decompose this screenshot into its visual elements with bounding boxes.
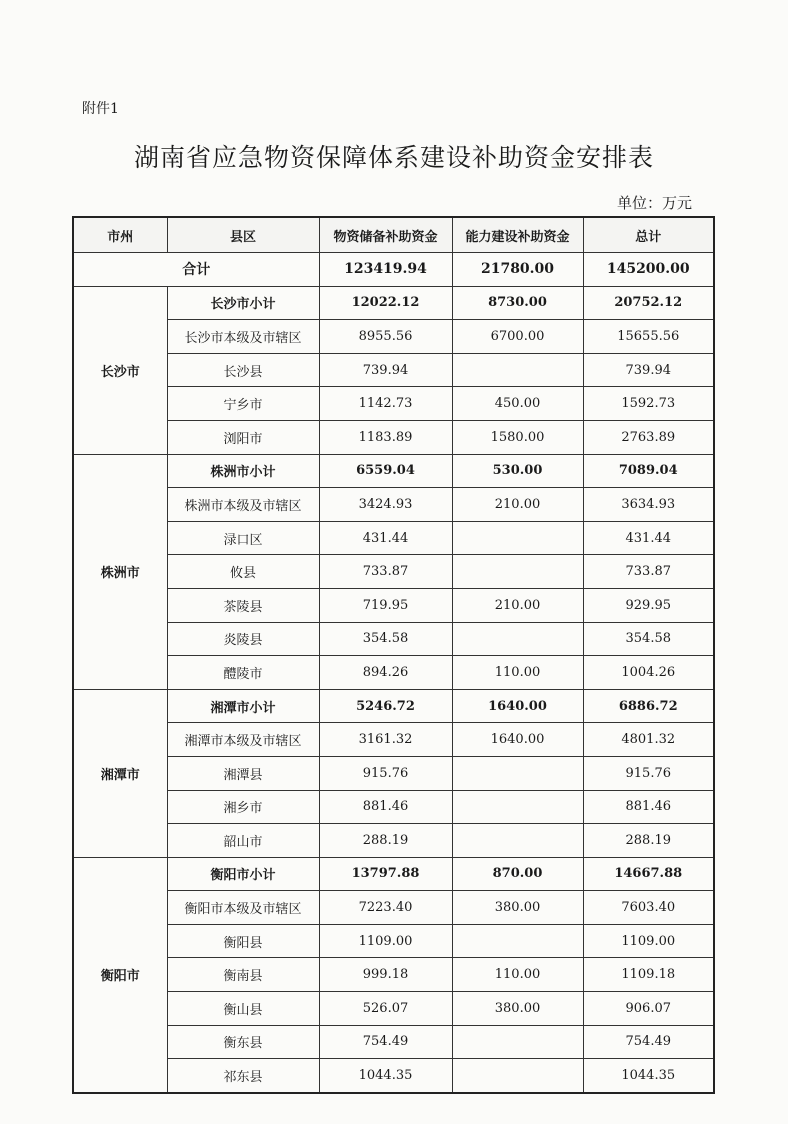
county-name: 湘乡市 (167, 790, 319, 824)
county-name: 祁东县 (167, 1059, 319, 1093)
grand-total-reserve: 123419.94 (319, 253, 452, 287)
sum-value: 1044.35 (583, 1059, 714, 1093)
reserve-value: 1109.00 (319, 924, 452, 958)
county-name: 长沙县 (167, 353, 319, 387)
grand-total-label: 合计 (73, 253, 319, 287)
reserve-value: 881.46 (319, 790, 452, 824)
header-total: 总计 (583, 217, 714, 253)
subtotal-sum: 6886.72 (583, 689, 714, 723)
capacity-value (452, 353, 583, 387)
sum-value: 288.19 (583, 824, 714, 858)
attachment-label: 附件1 (82, 101, 119, 117)
table-row (73, 723, 714, 757)
grand-total-sum: 145200.00 (583, 253, 714, 287)
county-name: 湘潭市本级及市辖区 (167, 723, 319, 757)
table-row (73, 958, 714, 992)
city-name: 长沙市 (73, 286, 167, 454)
capacity-value (452, 521, 583, 555)
table-row (73, 353, 714, 387)
capacity-value: 110.00 (452, 958, 583, 992)
sum-value: 1109.00 (583, 924, 714, 958)
sum-value: 915.76 (583, 756, 714, 790)
subtotal-label: 株洲市小计 (167, 454, 319, 488)
table-row (73, 488, 714, 522)
county-name: 渌口区 (167, 521, 319, 555)
subtotal-reserve: 6559.04 (319, 454, 452, 488)
allocation-table (72, 216, 715, 1094)
reserve-value: 1044.35 (319, 1059, 452, 1093)
subtotal-capacity: 870.00 (452, 857, 583, 891)
reserve-value: 1142.73 (319, 387, 452, 421)
county-name: 衡阳县 (167, 924, 319, 958)
county-name: 株洲市本级及市辖区 (167, 488, 319, 522)
city-subtotal-row (73, 857, 714, 891)
header-capacity: 能力建设补助资金 (452, 217, 583, 253)
table-row (73, 387, 714, 421)
table-row (73, 588, 714, 622)
subtotal-reserve: 12022.12 (319, 286, 452, 320)
sum-value: 7603.40 (583, 891, 714, 925)
reserve-value: 7223.40 (319, 891, 452, 925)
reserve-value: 288.19 (319, 824, 452, 858)
county-name: 宁乡市 (167, 387, 319, 421)
sum-value: 3634.93 (583, 488, 714, 522)
county-name: 攸县 (167, 555, 319, 589)
city-name: 株洲市 (73, 454, 167, 689)
subtotal-sum: 20752.12 (583, 286, 714, 320)
reserve-value: 1183.89 (319, 420, 452, 454)
header-reserve: 物资储备补助资金 (319, 217, 452, 253)
capacity-value (452, 1059, 583, 1093)
reserve-value: 354.58 (319, 622, 452, 656)
capacity-value: 1580.00 (452, 420, 583, 454)
subtotal-capacity: 1640.00 (452, 689, 583, 723)
county-name: 浏阳市 (167, 420, 319, 454)
reserve-value: 719.95 (319, 588, 452, 622)
header-county: 县区 (167, 217, 319, 253)
grand-total-capacity: 21780.00 (452, 253, 583, 287)
reserve-value: 3424.93 (319, 488, 452, 522)
subtotal-sum: 14667.88 (583, 857, 714, 891)
table-row (73, 891, 714, 925)
county-name: 醴陵市 (167, 656, 319, 690)
county-name: 衡山县 (167, 992, 319, 1026)
subtotal-reserve: 13797.88 (319, 857, 452, 891)
capacity-value (452, 1025, 583, 1059)
reserve-value: 3161.32 (319, 723, 452, 757)
subtotal-label: 长沙市小计 (167, 286, 319, 320)
sum-value: 1592.73 (583, 387, 714, 421)
city-name: 衡阳市 (73, 857, 167, 1093)
table-row (73, 555, 714, 589)
reserve-value: 754.49 (319, 1025, 452, 1059)
table-row (73, 1059, 714, 1093)
table-row (73, 756, 714, 790)
table-row (73, 824, 714, 858)
capacity-value: 380.00 (452, 992, 583, 1026)
table-row (73, 656, 714, 690)
table-row (73, 521, 714, 555)
capacity-value: 110.00 (452, 656, 583, 690)
table-row (73, 924, 714, 958)
reserve-value: 739.94 (319, 353, 452, 387)
capacity-value: 210.00 (452, 588, 583, 622)
subtotal-capacity: 8730.00 (452, 286, 583, 320)
table-row (73, 790, 714, 824)
capacity-value (452, 924, 583, 958)
capacity-value (452, 756, 583, 790)
table-row (73, 320, 714, 354)
subtotal-reserve: 5246.72 (319, 689, 452, 723)
reserve-value: 733.87 (319, 555, 452, 589)
county-name: 炎陵县 (167, 622, 319, 656)
county-name: 茶陵县 (167, 588, 319, 622)
sum-value: 881.46 (583, 790, 714, 824)
table-row (73, 420, 714, 454)
table-row (73, 622, 714, 656)
capacity-value (452, 824, 583, 858)
sum-value: 739.94 (583, 353, 714, 387)
grand-total-row (73, 253, 714, 287)
sum-value: 733.87 (583, 555, 714, 589)
subtotal-sum: 7089.04 (583, 454, 714, 488)
reserve-value: 8955.56 (319, 320, 452, 354)
county-name: 衡南县 (167, 958, 319, 992)
city-subtotal-row (73, 286, 714, 320)
capacity-value (452, 790, 583, 824)
subtotal-label: 衡阳市小计 (167, 857, 319, 891)
reserve-value: 999.18 (319, 958, 452, 992)
sum-value: 354.58 (583, 622, 714, 656)
table-row (73, 1025, 714, 1059)
sum-value: 1109.18 (583, 958, 714, 992)
table-row (73, 992, 714, 1026)
capacity-value (452, 555, 583, 589)
sum-value: 1004.26 (583, 656, 714, 690)
sum-value: 15655.56 (583, 320, 714, 354)
sum-value: 906.07 (583, 992, 714, 1026)
city-name: 湘潭市 (73, 689, 167, 857)
capacity-value (452, 622, 583, 656)
subtotal-label: 湘潭市小计 (167, 689, 319, 723)
reserve-value: 526.07 (319, 992, 452, 1026)
sum-value: 754.49 (583, 1025, 714, 1059)
sum-value: 929.95 (583, 588, 714, 622)
sum-value: 431.44 (583, 521, 714, 555)
sum-value: 2763.89 (583, 420, 714, 454)
county-name: 长沙市本级及市辖区 (167, 320, 319, 354)
reserve-value: 915.76 (319, 756, 452, 790)
capacity-value: 210.00 (452, 488, 583, 522)
county-name: 韶山市 (167, 824, 319, 858)
county-name: 湘潭县 (167, 756, 319, 790)
unit-label: 单位：万元 (616, 194, 692, 212)
sum-value: 4801.32 (583, 723, 714, 757)
reserve-value: 894.26 (319, 656, 452, 690)
city-subtotal-row (73, 689, 714, 723)
header-city: 市州 (73, 217, 167, 253)
capacity-value: 1640.00 (452, 723, 583, 757)
city-subtotal-row (73, 454, 714, 488)
reserve-value: 431.44 (319, 521, 452, 555)
page-title: 湖南省应急物资保障体系建设补助资金安排表 (133, 143, 654, 172)
capacity-value: 380.00 (452, 891, 583, 925)
table-header-row (73, 217, 714, 253)
county-name: 衡阳市本级及市辖区 (167, 891, 319, 925)
county-name: 衡东县 (167, 1025, 319, 1059)
capacity-value: 450.00 (452, 387, 583, 421)
capacity-value: 6700.00 (452, 320, 583, 354)
subtotal-capacity: 530.00 (452, 454, 583, 488)
